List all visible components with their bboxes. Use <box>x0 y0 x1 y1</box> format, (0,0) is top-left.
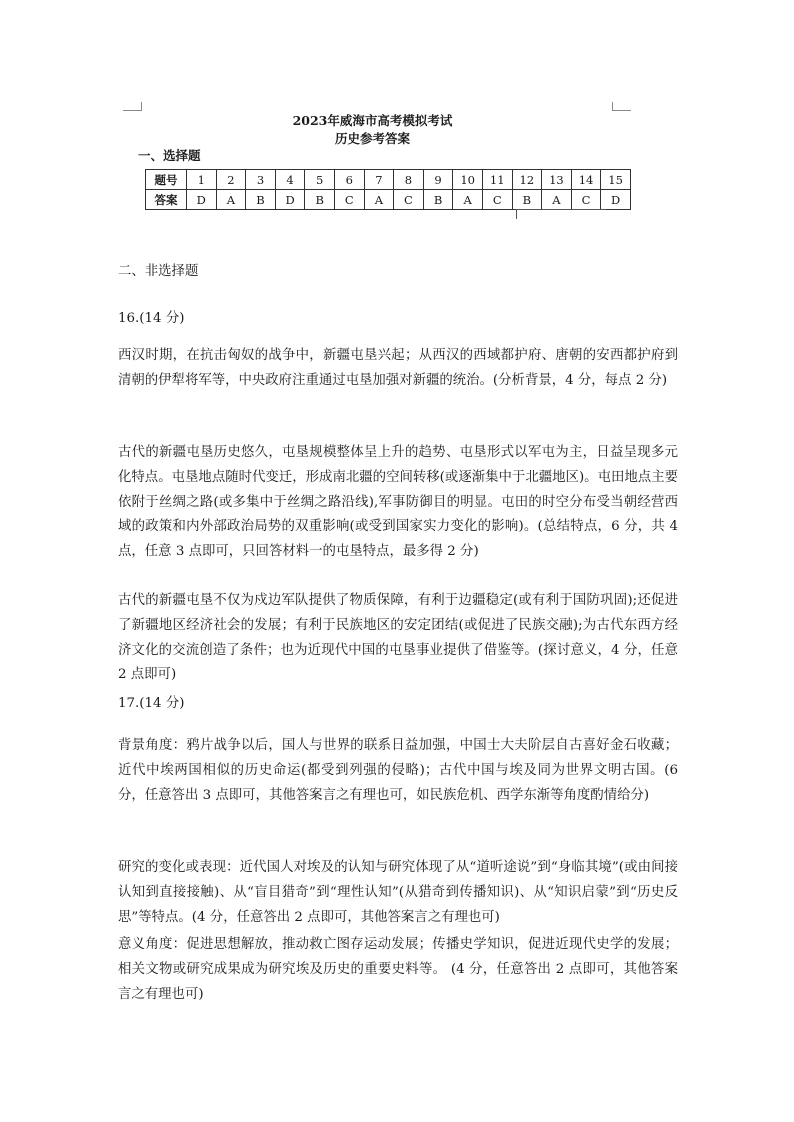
answer-cell: A <box>453 190 483 210</box>
question-number-row <box>146 170 631 190</box>
question-number: 6 <box>334 170 364 190</box>
table-underline-tick <box>516 209 517 219</box>
question-number: 4 <box>275 170 305 190</box>
table-underline <box>516 209 606 210</box>
answer-cell: D <box>275 190 305 210</box>
question-number: 9 <box>423 170 453 190</box>
question-number: 13 <box>542 170 572 190</box>
question-number: 3 <box>246 170 276 190</box>
question-number: 7 <box>364 170 394 190</box>
answer-cell: B <box>512 190 542 210</box>
question-number: 8 <box>394 170 424 190</box>
section-choice-heading: 一、选择题 <box>138 148 201 163</box>
answer-row <box>146 190 631 210</box>
paragraph-text: 研究的变化或表现：近代国人对埃及的认知与研究体现了从“道听途说”到“身临其境”(或由间接认知到直接接触)、从“盲目猎奇”到“理性认知”(从猎奇到传播知识)、从“知识启蒙”到“历史反思”等特点。(4 分，任意答出 2 点即可，其他答案言之有理也可) <box>118 860 678 925</box>
answer-cell: A <box>542 190 572 210</box>
q16-paragraph-significance <box>118 589 678 688</box>
question-16-heading: 16.(14 分) <box>118 311 185 326</box>
row-label-number: 题号 <box>146 170 187 190</box>
q17-paragraph-background <box>118 734 678 808</box>
q17-paragraph-changes <box>118 856 678 930</box>
paragraph-text: 古代的新疆屯垦历史悠久，屯垦规模整体呈上升的趋势、屯垦形式以军屯为主，日益呈现多元化特点。屯垦地点随时代变迁，形成南北疆的空间转移(或逐渐集中于北疆地区)。屯田地点主要依附于丝绸之路(或多集中于丝绸之路沿线),军事防御目的明显。屯田的时空分布受当朝经营西域的政策和内外部政治局势的双重影响(或受到国家实力变化的影响)。(总结特点，6 分，共 4 点，任意 3 点即可，只回答材料一的屯垦特点，最多得 2 分) <box>118 445 678 560</box>
answer-table <box>145 169 631 210</box>
paragraph-text: 古代的新疆屯垦不仅为戍边军队提供了物质保障，有利于边疆稳定(或有利于国防巩固);还促进了新疆地区经济社会的发展；有利于民族地区的安定团结(或促进了民族交融);为古代东西方经济文化的交流创造了条件；也为近现代中国的屯垦事业提供了借鉴等。(探讨意义，4 分，任意 2 点即可) <box>118 593 678 683</box>
answer-cell: A <box>364 190 394 210</box>
question-number: 1 <box>187 170 217 190</box>
question-number: 12 <box>512 170 542 190</box>
answer-cell: D <box>601 190 631 210</box>
q17-paragraph-significance <box>118 933 678 1007</box>
crop-mark-left <box>123 102 142 111</box>
section-nonchoice-heading: 二、非选择题 <box>118 264 199 279</box>
paragraph-text: 意义角度：促进思想解放，推动救亡图存运动发展；传播史学知识，促进近现代史学的发展；相关文物或研究成果成为研究埃及历史的重要史料等。 (4 分，任意答出 2 点即可，其他答案言之有理也可) <box>118 937 678 1002</box>
q16-paragraph-background <box>118 344 678 394</box>
question-17-heading: 17.(14 分) <box>118 696 185 711</box>
answer-cell: C <box>482 190 512 210</box>
answer-cell: C <box>571 190 601 210</box>
question-number: 2 <box>216 170 246 190</box>
document-subtitle: 历史参考答案 <box>334 131 410 146</box>
answer-cell: B <box>305 190 335 210</box>
question-number: 10 <box>453 170 483 190</box>
paragraph-text: 西汉时期，在抗击匈奴的战争中，新疆屯垦兴起；从西汉的西域都护府、唐朝的安西都护府到清朝的伊犁将军等，中央政府注重通过屯垦加强对新疆的统治。(分析背景，4 分，每点 2 分) <box>118 348 678 388</box>
crop-mark-right <box>612 102 631 111</box>
answer-cell: B <box>423 190 453 210</box>
question-number: 11 <box>482 170 512 190</box>
document-title: 2023年威海市高考模拟考试 <box>292 113 453 128</box>
question-number: 5 <box>305 170 335 190</box>
question-number: 14 <box>571 170 601 190</box>
row-label-answer: 答案 <box>146 190 187 210</box>
question-number: 15 <box>601 170 631 190</box>
answer-cell: A <box>216 190 246 210</box>
q16-paragraph-features <box>118 441 678 565</box>
answer-cell: D <box>187 190 217 210</box>
paragraph-text: 背景角度：鸦片战争以后，国人与世界的联系日益加强，中国士大夫阶层自古喜好金石收藏；近代中埃两国相似的历史命运(都受到列强的侵略)；古代中国与埃及同为世界文明古国。(6 分，任意答出 3 点即可，其他答案言之有理也可，如民族危机、西学东渐等角度酌情给分) <box>118 738 678 803</box>
answer-cell: B <box>246 190 276 210</box>
answer-cell: C <box>334 190 364 210</box>
answer-cell: C <box>394 190 424 210</box>
